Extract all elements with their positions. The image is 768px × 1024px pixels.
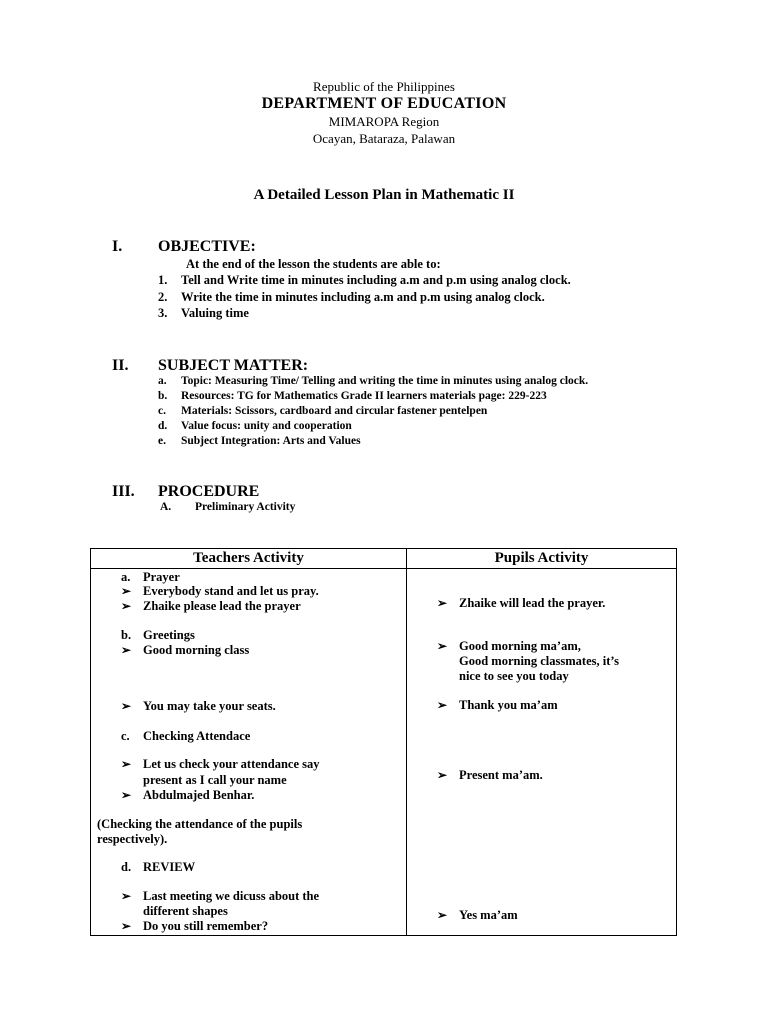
- pupil-line-present: Present ma’am.: [459, 768, 543, 782]
- activity-table: [90, 548, 677, 936]
- objective-num-1: 1.: [158, 273, 168, 287]
- teacher-line-review-1: Last meeting we dicuss about the: [143, 889, 320, 903]
- teacher-label-review: REVIEW: [143, 860, 196, 874]
- arrow-bullet-icon: ➢: [437, 596, 448, 610]
- arrow-bullet-icon: ➢: [437, 639, 448, 653]
- subject-num-c: c.: [158, 405, 166, 417]
- header-pupils-activity: Pupils Activity: [494, 550, 589, 566]
- teacher-line-pray: Everybody stand and let us pray.: [143, 584, 319, 598]
- teacher-line-remember: Do you still remember?: [143, 919, 269, 933]
- arrow-bullet-icon: ➢: [121, 788, 132, 802]
- table-column-divider: [406, 549, 407, 935]
- arrow-bullet-icon: ➢: [121, 919, 132, 933]
- teacher-line-attendance-1: Let us check your attendance say: [143, 757, 320, 771]
- teacher-num-a: a.: [121, 570, 131, 584]
- pupil-line-yes: Yes ma’am: [459, 908, 518, 922]
- header-address: Ocayan, Bataraza, Palawan: [312, 131, 456, 146]
- arrow-bullet-icon: ➢: [121, 643, 132, 657]
- arrow-bullet-icon: ➢: [437, 908, 448, 922]
- pupil-line-greeting-3: nice to see you today: [459, 669, 569, 683]
- header-republic: Republic of the Philippines: [313, 79, 455, 94]
- teacher-line-review-2: different shapes: [143, 904, 228, 918]
- subject-item-d: Value focus: unity and cooperation: [181, 420, 352, 432]
- subject-item-a: Topic: Measuring Time/ Telling and writing the time in minutes using analog clock.: [181, 375, 589, 387]
- procedure-sub-label: Preliminary Activity: [195, 501, 296, 513]
- arrow-bullet-icon: ➢: [121, 584, 132, 598]
- objective-numeral: I.: [112, 238, 123, 255]
- table-header-divider: [91, 568, 676, 569]
- arrow-bullet-icon: ➢: [437, 698, 448, 712]
- arrow-bullet-icon: ➢: [121, 599, 132, 613]
- teacher-num-c: c.: [121, 729, 130, 743]
- teacher-label-attendance: Checking Attendace: [143, 729, 251, 743]
- teacher-line-seats: You may take your seats.: [143, 699, 276, 713]
- procedure-numeral: III.: [112, 483, 135, 500]
- subject-num-e: e.: [158, 435, 166, 447]
- teacher-line-name: Abdulmajed Benhar.: [143, 788, 255, 802]
- teacher-line-good-morning: Good morning class: [143, 643, 250, 657]
- subject-heading: SUBJECT MATTER:: [158, 357, 309, 374]
- objective-intro: At the end of the lesson the students are able to:: [186, 257, 441, 271]
- subject-item-e: Subject Integration: Arts and Values: [181, 435, 361, 447]
- objective-item-1: Tell and Write time in minutes including a.m and p.m using analog clock.: [181, 273, 571, 287]
- subject-num-a: a.: [158, 375, 167, 387]
- teacher-num-b: b.: [121, 628, 132, 642]
- procedure-sub-num: A.: [160, 501, 172, 513]
- subject-num-d: d.: [158, 420, 168, 432]
- pupil-line-prayer: Zhaike will lead the prayer.: [459, 596, 606, 610]
- arrow-bullet-icon: ➢: [437, 768, 448, 782]
- objective-heading: OBJECTIVE:: [158, 238, 256, 255]
- pupil-line-greeting-2: Good morning classmates, it’s: [459, 654, 619, 668]
- pupil-line-greeting-1: Good morning ma’am,: [459, 639, 581, 653]
- pupil-line-thank-you: Thank you ma’am: [459, 698, 558, 712]
- arrow-bullet-icon: ➢: [121, 889, 132, 903]
- header-region: MIMAROPA Region: [328, 114, 440, 129]
- objective-num-2: 2.: [158, 290, 168, 304]
- procedure-heading: PROCEDURE: [158, 483, 260, 500]
- subject-item-c: Materials: Scissors, cardboard and circular fastener pentelpen: [181, 405, 488, 417]
- header-department: DEPARTMENT OF EDUCATION: [261, 95, 507, 112]
- header-teachers-activity: Teachers Activity: [193, 550, 304, 566]
- arrow-bullet-icon: ➢: [121, 757, 132, 771]
- subject-item-b: Resources: TG for Mathematics Grade II learners materials page: 229-223: [181, 390, 547, 402]
- teacher-line-attendance-2: present as I call your name: [143, 773, 287, 787]
- teacher-label-prayer: Prayer: [143, 570, 180, 584]
- subject-numeral: II.: [112, 357, 129, 374]
- teacher-note-2: respectively).: [97, 832, 168, 846]
- objective-item-3: Valuing time: [181, 306, 249, 320]
- objective-num-3: 3.: [158, 306, 168, 320]
- lesson-title: A Detailed Lesson Plan in Mathematic II: [253, 187, 515, 203]
- teacher-num-d: d.: [121, 860, 132, 874]
- teacher-note-1: (Checking the attendance of the pupils: [97, 817, 303, 831]
- objective-item-2: Write the time in minutes including a.m and p.m using analog clock.: [181, 290, 545, 304]
- teacher-label-greetings: Greetings: [143, 628, 195, 642]
- arrow-bullet-icon: ➢: [121, 699, 132, 713]
- subject-num-b: b.: [158, 390, 168, 402]
- teacher-line-lead: Zhaike please lead the prayer: [143, 599, 301, 613]
